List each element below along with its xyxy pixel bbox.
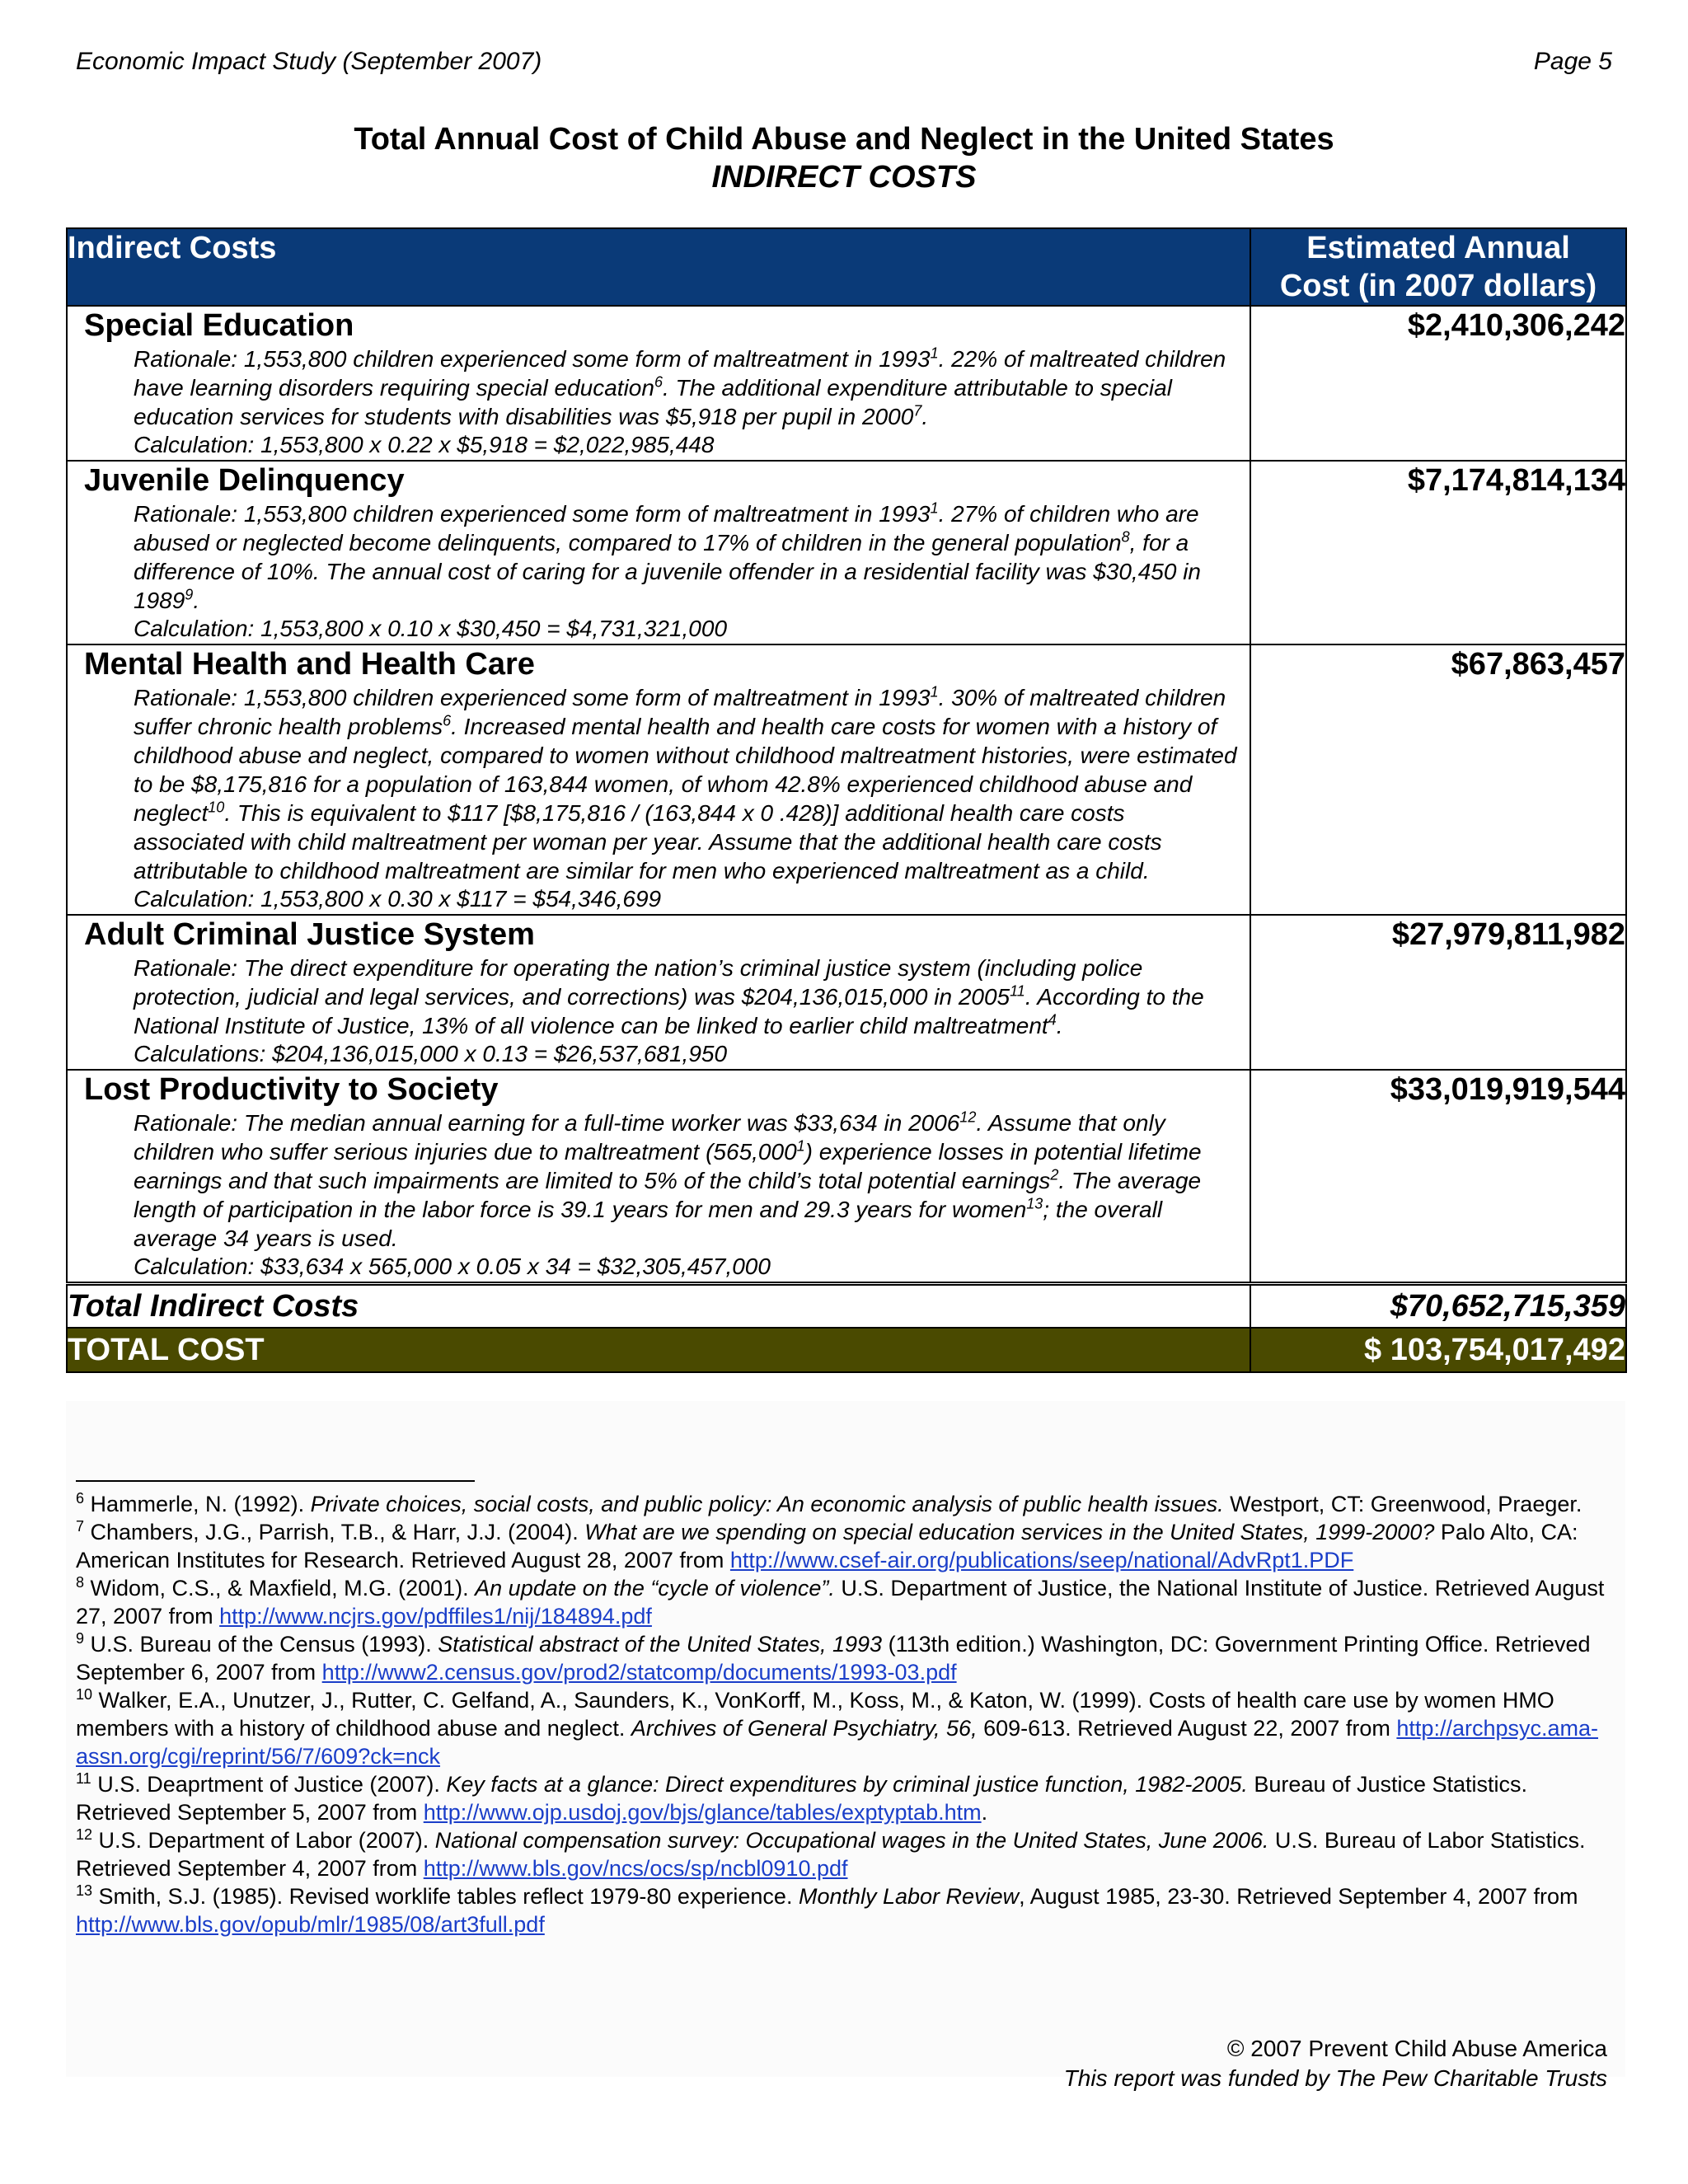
cost-section-name: Juvenile Delinquency	[84, 463, 405, 498]
cost-section-calculation: Calculation: $33,634 x 565,000 x 0.05 x 34 = $32,305,457,000	[134, 1254, 771, 1279]
rationale-text: Rationale: 1,553,800 children experienced some form of maltreatment in 1993	[134, 685, 931, 710]
footnote-link[interactable]: http://archpsyc.ama-assn.org/cgi/reprint/56/7/609?ck=nck	[76, 1716, 1599, 1769]
footnote-number: 10	[76, 1686, 93, 1703]
footnote-title: What are we spending on special education services in the United States, 1999-2000?	[584, 1520, 1435, 1544]
footnote-text: Westport, CT: Greenwood, Praeger.	[1223, 1492, 1582, 1516]
table-header-row	[67, 228, 1626, 306]
cost-section-row	[67, 461, 1626, 644]
cost-section-name: Lost Productivity to Society	[84, 1072, 499, 1107]
cost-section-rationale	[68, 344, 1250, 431]
footnote-link[interactable]: http://www.ojp.usdoj.gov/bjs/glance/tables/exptyptab.htm	[423, 1800, 982, 1825]
footnote-title: Monthly Labor Review	[798, 1884, 1020, 1909]
footnote-text: U.S. Bureau of Labor Statistics. Retrieved September 4, 2007 from	[76, 1828, 1586, 1881]
total-indirect-label: Total Indirect Costs	[67, 1284, 1250, 1329]
footnote-separator	[76, 1480, 475, 1482]
footnote-number: 9	[76, 1630, 85, 1647]
footnote-text: Hammerle, N. (1992).	[90, 1492, 311, 1516]
cost-section-calculation: Calculation: 1,553,800 x 0.10 x $30,450 = $4,731,321,000	[134, 616, 728, 641]
footnote-text: (113th edition.) Washington, DC: Government Printing Office. Retrieved September 6, 2007 from	[76, 1632, 1591, 1685]
footnote-reference: 6	[654, 373, 663, 391]
total-cost-label: TOTAL COST	[67, 1328, 1250, 1372]
cost-section-description	[67, 306, 1250, 461]
cost-section-amount: $7,174,814,134	[1250, 461, 1626, 644]
rationale-text: . 27% of children who are abused or neglected become delinquents, compared to 17% of children in the general population	[134, 501, 1199, 555]
footnote-reference: 1	[930, 344, 939, 362]
header-page-number: Page 5	[1533, 48, 1612, 75]
cost-section-rationale	[68, 683, 1250, 885]
footnote-number: 8	[76, 1574, 85, 1591]
cost-section-amount: $67,863,457	[1250, 644, 1626, 915]
footnote-text: U.S. Bureau of the Census (1993).	[90, 1632, 438, 1657]
rationale-text: Rationale: 1,553,800 children experienced some form of maltreatment in 1993	[134, 346, 931, 372]
footnote-reference: 1	[930, 499, 939, 517]
rationale-text: Rationale: The direct expenditure for operating the nation’s criminal justice system (including police protection, judicial and legal services, and corrections) was $204,136,015,000 in 2005	[134, 955, 1143, 1010]
footnote-item	[76, 1630, 1617, 1686]
cost-section-rationale	[68, 499, 1250, 615]
column-header-indirect-costs: Indirect Costs	[67, 228, 1250, 306]
footer-funding: This report was funded by The Pew Charitable Trusts	[1063, 2065, 1607, 2091]
total-cost-amount: $ 103,754,017,492	[1250, 1328, 1626, 1372]
total-indirect-row	[67, 1284, 1626, 1329]
page-title	[0, 120, 1688, 196]
footnote-text: , August 1985, 23-30. Retrieved September 4, 2007 from	[1019, 1884, 1578, 1909]
rationale-text: . According to the National Institute of Justice, 13% of all violence can be linked to earlier child maltreatment	[134, 984, 1204, 1038]
footnote-number: 12	[76, 1826, 93, 1843]
footnote-item	[76, 1882, 1617, 1938]
footnote-reference: 13	[1026, 1195, 1043, 1212]
total-indirect-amount: $70,652,715,359	[1250, 1284, 1626, 1329]
footnote-text: Bureau of Justice Statistics. Retrieved September 5, 2007 from	[76, 1772, 1528, 1825]
total-cost-row	[67, 1328, 1626, 1372]
indirect-costs-table	[66, 227, 1627, 1373]
footnote-reference: 1	[796, 1137, 805, 1155]
footnote-link[interactable]: http://www.bls.gov/ncs/ocs/sp/ncbl0910.pdf	[423, 1856, 848, 1881]
footnote-text: Walker, E.A., Unutzer, J., Rutter, C. Gelfand, A., Saunders, K., VonKorff, M., Koss, M., & Katon, W. (1999). Costs of health care use by women HMO members with a history of childhood abuse and neglect.	[76, 1688, 1554, 1741]
cost-section-description	[67, 915, 1250, 1070]
footnote-reference: 10	[208, 799, 225, 816]
rationale-text: . 22% of maltreated children have learning disorders requiring special education	[134, 346, 1226, 401]
running-header	[76, 48, 1612, 89]
cost-section-rationale	[68, 1108, 1250, 1253]
rationale-text: ) experience losses in potential lifetime earnings and that such impairments are limited to 5% of the child’s total potential earnings	[134, 1139, 1202, 1193]
footnote-reference: 4	[1048, 1011, 1057, 1029]
footnote-reference: 8	[1121, 528, 1130, 546]
footnote-number: 7	[76, 1518, 85, 1535]
footnote-reference: 2	[1050, 1166, 1059, 1183]
footnote-reference: 6	[443, 712, 452, 729]
rationale-text: . The average length of participation in the labor force is 39.1 years for men and 29.3 years for women	[134, 1168, 1202, 1222]
footnote-text: U.S. Department of Justice, the National Institute of Justice. Retrieved August 27, 2007 from	[76, 1576, 1605, 1629]
rationale-text: .	[1056, 1013, 1063, 1038]
rationale-text: Rationale: The median annual earning for a full-time worker was $33,634 in 2006	[134, 1110, 960, 1136]
footnote-item	[76, 1574, 1617, 1630]
cost-section-calculation: Calculation: 1,553,800 x 0.30 x $117 = $54,346,699	[134, 886, 662, 912]
footnote-reference: 7	[913, 402, 922, 419]
footnote-text: Widom, C.S., & Maxfield, M.G. (2001).	[90, 1576, 476, 1601]
header-study-title: Economic Impact Study (September 2007)	[76, 48, 542, 75]
footnote-reference: 9	[185, 586, 194, 603]
cost-section-rationale	[68, 954, 1250, 1040]
rationale-text: . This is equivalent to $117 [$8,175,816 / (163,844 x 0 .428)] additional health care costs associated with child maltreatment per woman per year. Assume that the additional health care costs attributable to childhood maltreatment are similar for men who experienced maltreatment as a child.	[134, 800, 1162, 883]
footnote-title: Key facts at a glance: Direct expenditures by criminal justice function, 1982-2005.	[446, 1772, 1248, 1797]
rationale-text: , for a difference of 10%. The annual cost of caring for a juvenile offender in a residential facility was $30,450 in 1989	[134, 530, 1201, 613]
footnote-item	[76, 1518, 1617, 1574]
footnote-item	[76, 1686, 1617, 1770]
footnote-title: An update on the “cycle of violence”.	[475, 1576, 835, 1601]
cost-section-calculation: Calculations: $204,136,015,000 x 0.13 = $26,537,681,950	[134, 1041, 728, 1066]
footnote-link[interactable]: http://www2.census.gov/prod2/statcomp/documents/1993-03.pdf	[321, 1660, 957, 1685]
rationale-text: . 30% of maltreated children suffer chronic health problems	[134, 685, 1226, 739]
cost-section-amount: $33,019,919,544	[1250, 1070, 1626, 1284]
footnote-number: 11	[76, 1770, 91, 1787]
footnote-item	[76, 1770, 1617, 1826]
footnote-title: Private choices, social costs, and public policy: An economic analysis of public health issues.	[310, 1492, 1224, 1516]
rationale-text: . The additional expenditure attributable to special education services for students with disabilities was $5,918 per pupil in 2000	[134, 375, 1172, 429]
column-header-estimated-cost-line1: Estimated Annual	[1306, 231, 1570, 265]
footnote-reference: 11	[1010, 982, 1025, 1000]
footnote-title: National compensation survey: Occupational wages in the United States, June 2006.	[434, 1828, 1269, 1853]
footnote-item	[76, 1490, 1617, 1518]
rationale-text: .	[193, 588, 200, 613]
footnote-text: .	[981, 1800, 988, 1825]
cost-section-description	[67, 461, 1250, 644]
cost-section-description	[67, 1070, 1250, 1284]
cost-section-row	[67, 915, 1626, 1070]
cost-section-row	[67, 306, 1626, 461]
cost-section-name: Mental Health and Health Care	[84, 647, 535, 682]
cost-section-row	[67, 1070, 1626, 1284]
cost-section-name: Adult Criminal Justice System	[84, 917, 535, 952]
footnote-title: Statistical abstract of the United States, 1993	[438, 1632, 883, 1657]
footnote-number: 13	[76, 1882, 93, 1899]
footnotes	[76, 1490, 1617, 1938]
rationale-text: .	[921, 404, 929, 429]
footnote-text: Chambers, J.G., Parrish, T.B., & Harr, J.J. (2004).	[90, 1520, 585, 1544]
cost-section-description	[67, 644, 1250, 915]
column-header-estimated-cost	[1250, 228, 1626, 306]
title-sub: INDIRECT COSTS	[711, 160, 977, 194]
cost-section-amount: $2,410,306,242	[1250, 306, 1626, 461]
footnote-link[interactable]: http://www.ncjrs.gov/pdffiles1/nij/184894.pdf	[219, 1604, 652, 1629]
cost-section-calculation: Calculation: 1,553,800 x 0.22 x $5,918 = $2,022,985,448	[134, 432, 715, 457]
footnote-link[interactable]: http://www.bls.gov/opub/mlr/1985/08/art3full.pdf	[76, 1912, 545, 1937]
footnote-text: 609-613. Retrieved August 22, 2007 from	[977, 1716, 1397, 1741]
footnote-link[interactable]: http://www.csef-air.org/publications/seep/national/AdvRpt1.PDF	[729, 1548, 1354, 1572]
page-footer	[1064, 2034, 1607, 2093]
footer-copyright: © 2007 Prevent Child Abuse America	[1226, 2036, 1607, 2061]
title-main: Total Annual Cost of Child Abuse and Neglect in the United States	[354, 122, 1334, 157]
rationale-text: . Increased mental health and health care costs for women with a history of childhood abuse and neglect, compared to women without childhood maltreatment histories, were estimated to be $8,175,816 for a population of 163,844 women, of whom 42.8% experienced childhood abuse and neglect	[134, 714, 1237, 826]
footnote-reference: 1	[930, 683, 939, 701]
footnote-title: Archives of General Psychiatry, 56,	[631, 1716, 978, 1741]
column-header-estimated-cost-line2: Cost (in 2007 dollars)	[1279, 269, 1597, 303]
rationale-text: . Assume that only children who suffer serious injuries due to maltreatment (565,000	[134, 1110, 1165, 1165]
rationale-text: ; the overall average 34 years is used.	[134, 1197, 1163, 1251]
footnote-text: Palo Alto, CA: American Institutes for Research. Retrieved August 28, 2007 from	[76, 1520, 1578, 1572]
cost-section-name: Special Education	[84, 308, 354, 343]
footnote-number: 6	[76, 1490, 85, 1507]
cost-section-row	[67, 644, 1626, 915]
footnote-item	[76, 1826, 1617, 1882]
footnote-reference: 12	[959, 1108, 977, 1126]
footnote-text: U.S. Department of Labor (2007).	[98, 1828, 435, 1853]
footnote-text: U.S. Deaprtment of Justice (2007).	[97, 1772, 447, 1797]
footnote-text: Smith, S.J. (1985). Revised worklife tables reflect 1979-80 experience.	[98, 1884, 799, 1909]
rationale-text: Rationale: 1,553,800 children experienced some form of maltreatment in 1993	[134, 501, 931, 527]
cost-section-amount: $27,979,811,982	[1250, 915, 1626, 1070]
